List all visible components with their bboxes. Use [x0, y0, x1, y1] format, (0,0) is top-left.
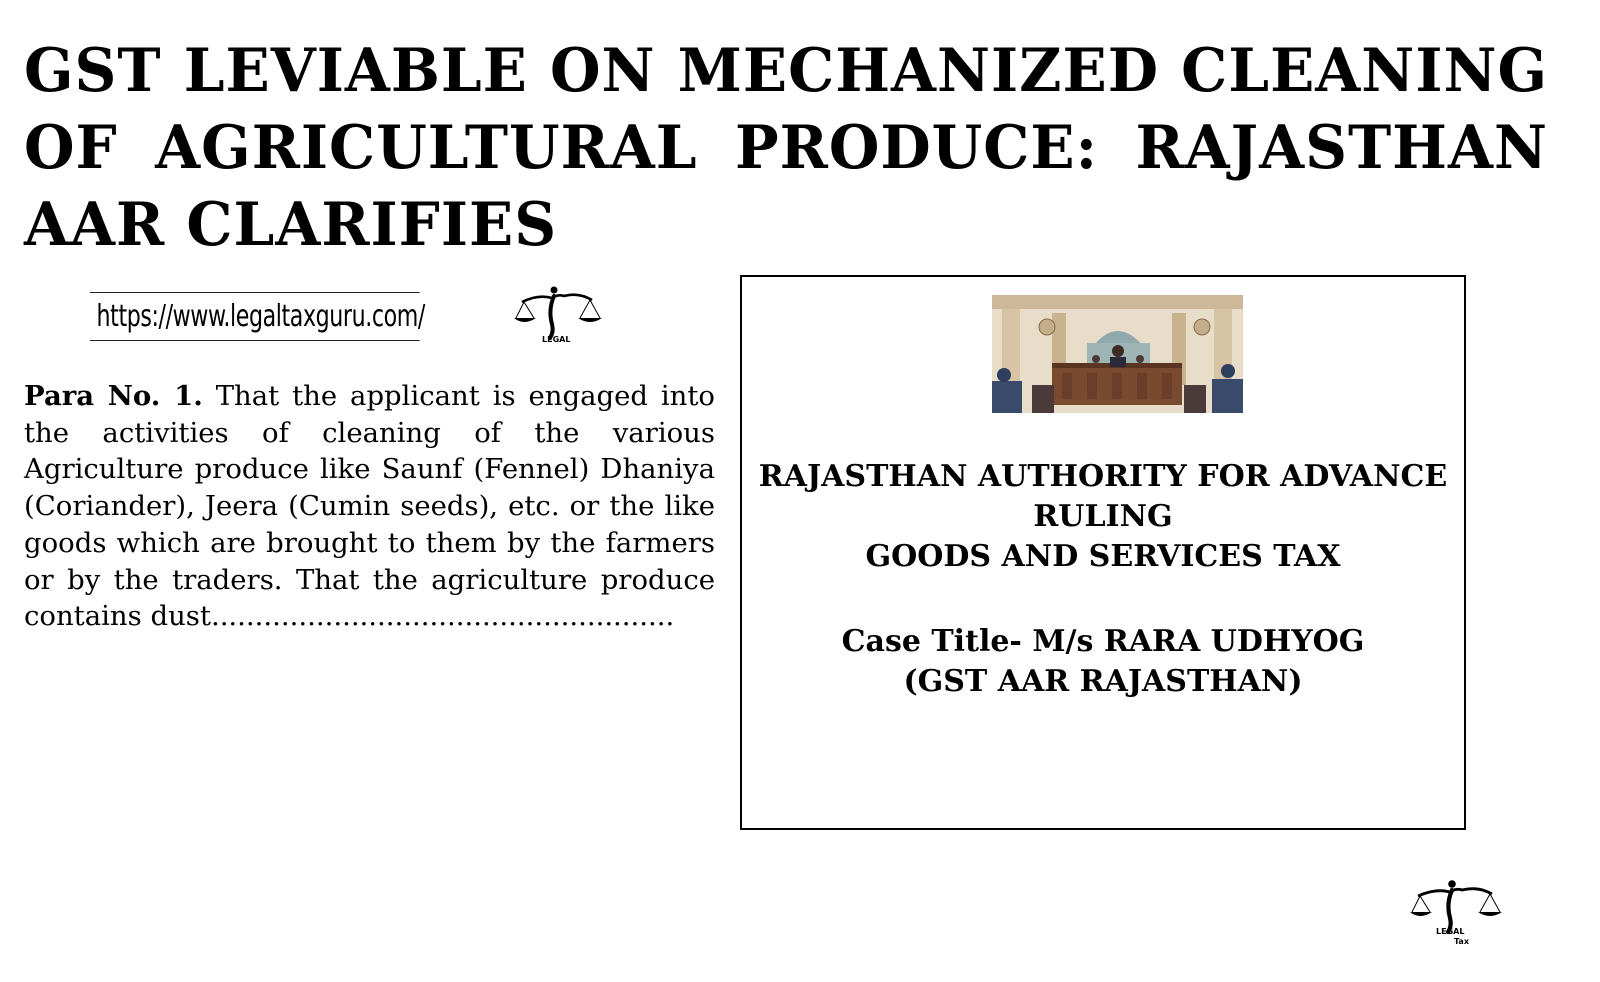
case-title: Case Title- M/s RARA UDHYOG — [841, 624, 1365, 659]
authority-line-2: RULING — [1033, 499, 1173, 534]
logo-text-tax: Tax — [1454, 937, 1469, 946]
source-url-link[interactable]: https://www.legaltaxguru.com/ — [90, 292, 420, 341]
article-headline: GST LEVIABLE ON MECHANIZED CLEANING OF AGRICULTURAL PRODUCE: RAJASTHAN AAR CLARIFIES — [24, 34, 1548, 260]
paragraph-label: Para No. 1. — [24, 380, 203, 412]
courtroom-illustration — [992, 295, 1243, 413]
legal-tax-logo-icon — [1408, 878, 1502, 948]
case-text-block — [742, 457, 1464, 702]
authority-line-1: RAJASTHAN AUTHORITY FOR ADVANCE — [758, 459, 1448, 494]
authority-line-3: GOODS AND SERVICES TAX — [865, 539, 1341, 574]
logo-text: LEGAL — [542, 335, 571, 344]
source-link-row — [90, 290, 492, 342]
paragraph-excerpt — [24, 378, 715, 635]
paragraph-text: That the applicant is engaged into the activities of cleaning of the various Agriculture produce like Saunf (Fennel) Dhaniya (Coriander), Jeera (Cumin seeds), etc. or the like goods which are brought to them by the farmers or by the traders. That the agriculture produce contains dust..................................................... — [24, 380, 715, 633]
scales-of-justice-icon — [512, 284, 602, 346]
logo-text-legal: LEGAL — [1436, 927, 1465, 936]
case-subtitle: (GST AAR RAJASTHAN) — [903, 664, 1303, 699]
case-info-card — [740, 275, 1466, 830]
